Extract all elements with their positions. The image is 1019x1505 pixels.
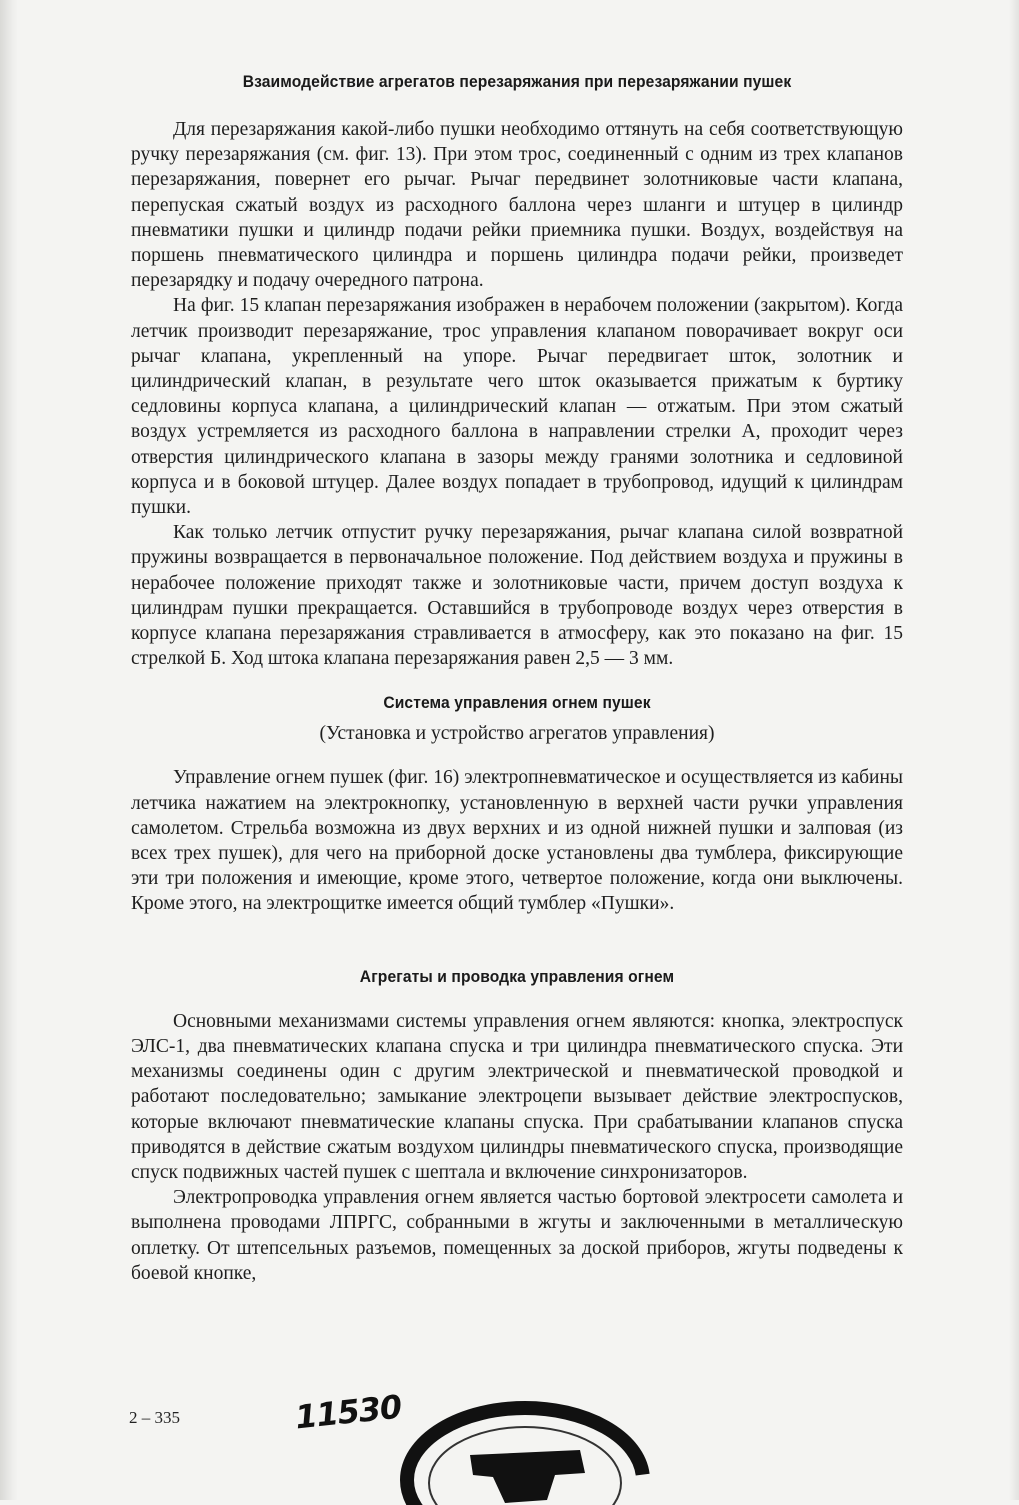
paragraph: Как только летчик отпустит ручку перезаряжания, рычаг клапана силой возвратной пружины возвращается в первоначальное положение. Под действием воздуха и пружины в нерабочее положение приходят также и золотниковые части, причем доступ воздуха к цилиндрам пушки прекращается. Оставшийся в трубопроводе воздух через отверстия в корпусе клапана перезаряжания стравливается в атмосферу, как это показано на фиг. 15 стрелкой Б. Ход штока клапана перезаряжания равен 2,5 — 3 мм. xyxy=(131,522,903,670)
section-subtitle: (Установка и устройство агрегатов управления) xyxy=(319,723,715,745)
paragraph: Основными механизмами системы управления огнем являются: кнопка, электроспуск ЭЛС-1, два пневматических клапана спуска и три цилиндра пневматического спуска. Эти механизмы соединены один с другим электрической и пневматической проводкой и работают последовательно; замыкание электроцепи вызывает действие электроспусков, которые включают пневматические клапаны спуска. При срабатывании клапанов спуска приводятся в действие сжатым воздухом цилиндры пневматического спуска, производящие спуск подвижных частей пушек с шептала и включение синхронизаторов. xyxy=(131,1010,903,1183)
paragraph: Электропроводка управления огнем является частью бортовой электросети самолета и выполнена проводами ЛПРГС, собранными в жгуты и заключенными в металлическую оплетку. От штепсельных разъемов, помещенных за доской приборов, жгуты подведены к боевой кнопке, xyxy=(131,1187,903,1284)
signature-code: 2 – 335 xyxy=(129,1408,180,1427)
page-content xyxy=(131,72,903,1286)
page-edge-shadow-right xyxy=(1009,0,1019,1500)
paragraph: Для перезаряжания какой-либо пушки необходимо оттянуть на себя соответствующую ручку перезаряжания (см. фиг. 13). При этом трос, соединенный с одним из трех клапанов перезаряжания, повернет его рычаг. Рычаг передвинет золотниковые части клапана, перепуская сжатый воздух из расходного баллона через шланги и штуцер в цилиндр пневматики пушки и цилиндр подачи рейки приемника пушки. Воздух, воздействуя на поршень пневматического цилиндра и поршень цилиндра подачи рейки, произведет перезарядку и подачу очередного патрона. xyxy=(131,119,903,292)
section-heading-units-wiring: Агрегаты и проводка управления огнем xyxy=(359,966,675,986)
paragraph: Управление огнем пушек (фиг. 16) электропневматическое и осуществляется из кабины летчика нажатием на электрокнопку, установленную в верхней части ручки управления самолетом. Стрельба возможна из двух верхних и из одной нижней пушки и залповая (из всех трех пушек), для чего на приборной доске установлены два тумблера, фиксирующие эти три положения и имеющие, кроме этого, четвертое положение, когда они выключены. Кроме этого, на электрощитке имеется общий тумблер «Пушки». xyxy=(131,767,903,915)
section-heading-fire-control: Система управления огнем пушек xyxy=(383,693,651,713)
section-heading-reloading: Взаимодействие агрегатов перезаряжания при перезаряжании пушек xyxy=(242,72,792,91)
library-stamp-icon xyxy=(375,1395,675,1505)
paragraph: На фиг. 15 клапан перезаряжания изображен в нерабочем положении (закрытом). Когда летчик производит перезаряжание, трос управления клапаном поворачивает вокруг оси рычаг клапана, укрепленный на упоре. Рычаг передвигает шток, золотник и цилиндрический клапан, в результате чего шток оказывается прижатым к буртику седловины корпуса клапана, а цилиндрический клапан — отжатым. При этом сжатый воздух устремляется из расходного баллона в направлении стрелки А, проходит через отверстия цилиндрического клапана в зазоры между гранями золотника и седловиной корпуса и в боковой штуцер. Далее воздух попадает в трубопровод, идущий к цилиндрам пушки. xyxy=(131,295,903,519)
handwritten-number: 11530 xyxy=(293,1387,404,1437)
page-edge-shadow xyxy=(0,0,18,1500)
